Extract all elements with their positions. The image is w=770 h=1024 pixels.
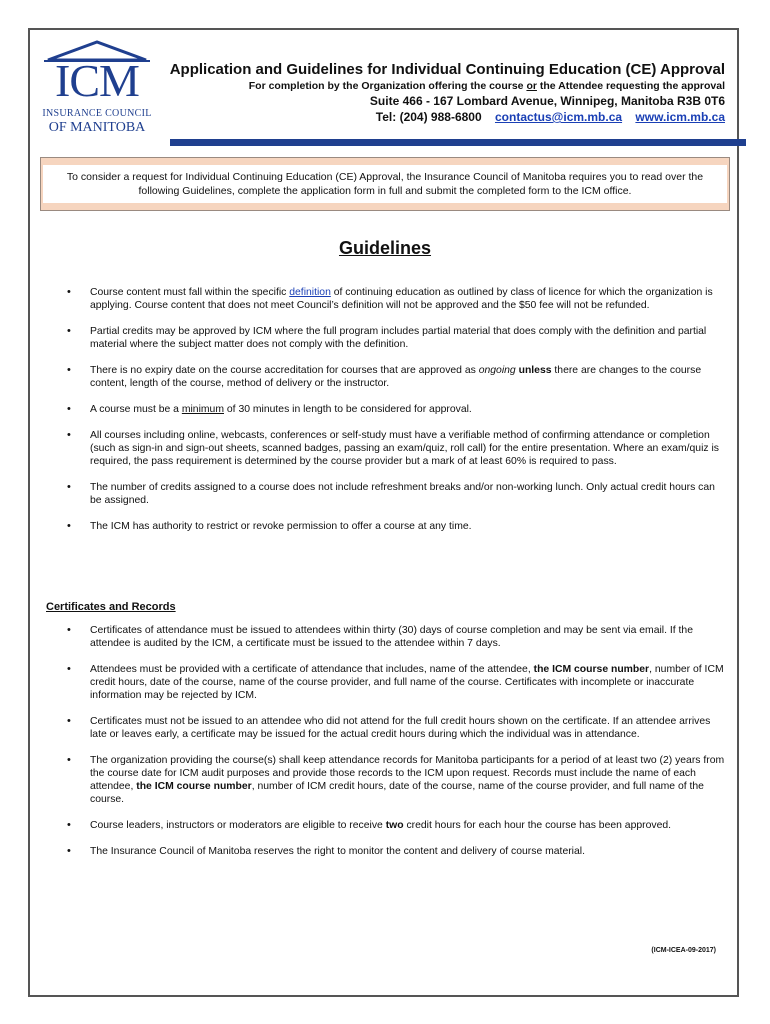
logo-line2: OF MANITOBA [48, 120, 146, 135]
list-item: • Certificates must not be issued to an attendee who did not attend for the full credit hours shown on the certificate. If an attendee arrives late or leaves early, a certificate may be issued for the actual credit hours during which the individual was in attendance. [60, 715, 728, 741]
logo-line1: INSURANCE COUNCIL [42, 108, 152, 119]
header-rule [170, 139, 746, 146]
definition-link[interactable]: definition [289, 287, 331, 298]
contact-line [376, 110, 725, 124]
list-item: • Course leaders, instructors or moderators are eligible to receive two credit hours for each hour the course has been approved. [60, 819, 728, 832]
certificates-list [60, 624, 728, 858]
office-address: Suite 466 - 167 Lombard Avenue, Winnipeg, Manitoba R3B 0T6 [369, 94, 725, 108]
list-item: • The number of credits assigned to a course does not include refreshment breaks and/or non-working lunch. Only actual credit hours can be assigned. [60, 481, 728, 507]
list-item: • Partial credits may be approved by ICM where the full program includes partial material that does comply with the definition and partial material where the subject matter does not comply with the definition. [60, 325, 728, 351]
logo-letters: ICM [55, 55, 139, 106]
form-code: (ICM-ICEA-09-2017) [651, 947, 716, 954]
list-item: • Course content must fall within the specific definition of continuing education as outlined by class of licence for which the organization is applying. Course content that does not meet Council’s definition will not be approved and the $50 fee will not be refunded. [60, 286, 728, 312]
guidelines-heading: Guidelines [338, 238, 432, 258]
list-item: • Certificates of attendance must be issued to attendees within thirty (30) days of course completion and may be sent via email. If the attendee is audited by the ICM, a certificate must be issued to the attendee within 7 days. [60, 624, 728, 650]
website-link[interactable]: www.icm.mb.ca [635, 110, 725, 124]
certificates-heading: Certificates and Records [46, 601, 176, 613]
list-item: • The Insurance Council of Manitoba reserves the right to monitor the content and delivery of course material. [60, 845, 728, 858]
list-item: • A course must be a minimum of 30 minutes in length to be considered for approval. [60, 403, 728, 416]
list-item: • All courses including online, webcasts, conferences or self-study must have a verifiable method of confirming attendance or completion (such as sign-in and sign-out sheets, scanned badges, passing an exam/quiz, roll call) for the entire presentation. Where an exam/quiz is required, the pass requirement is determined by the course provider but a mark of at least 60% is required to pass. [60, 429, 728, 468]
intro-text: To consider a request for Individual Continuing Education (CE) Approval, the Insurance Council of Manitoba requires you to read over the following Guidelines, complete the application form in full and submit the completed form to the ICM office. [43, 165, 727, 203]
intro-box [40, 157, 730, 211]
icm-logo [38, 40, 156, 136]
list-item: • The organization providing the course(s) shall keep attendance records for Manitoba participants for a period of at least two (2) years from the course date for ICM audit purposes and provide those records to the ICM upon request. Records must include the name of each attendee, the ICM course number, number of ICM credit hours, date of the course, name of the course provider, and full name of the course. [60, 754, 728, 806]
email-link[interactable]: contactus@icm.mb.ca [494, 110, 623, 124]
list-item: • There is no expiry date on the course accreditation for courses that are approved as ongoing unless there are changes to the course content, length of the course, method of delivery or the instructor. [60, 364, 728, 390]
document-title: Application and Guidelines for Individual Continuing Education (CE) Approval [169, 61, 725, 78]
list-item: • The ICM has authority to restrict or revoke permission to offer a course at any time. [60, 520, 728, 533]
telephone: Tel: (204) 988-6800 [375, 110, 482, 124]
document-subtitle: For completion by the Organization offering the course or the Attendee requesting the approval [248, 80, 725, 92]
guidelines-list [60, 286, 728, 533]
list-item: • Attendees must be provided with a certificate of attendance that includes, name of the attendee, the ICM course number, number of ICM credit hours, date of the course, name of the course provider, and full name of the course. Certificates with incomplete or inaccurate information may be rejected by ICM. [60, 663, 728, 702]
